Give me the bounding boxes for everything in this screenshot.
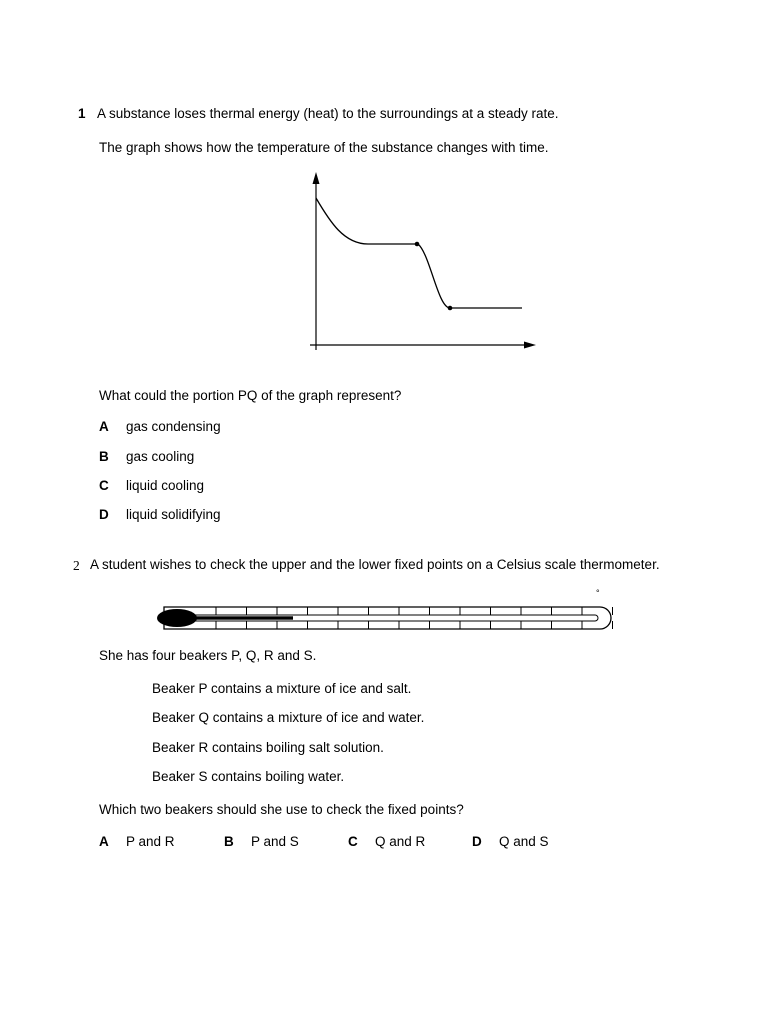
x-axis-arrow: [524, 342, 536, 349]
option-text: gas condensing: [126, 419, 221, 434]
option-letter: C: [99, 478, 109, 493]
point-p: [415, 242, 420, 247]
thermometer-bulb: [157, 609, 197, 627]
option-letter: C: [348, 834, 358, 849]
option-text: liquid cooling: [126, 478, 205, 493]
option-letter: D: [472, 834, 482, 849]
cooling-curve-graph: [300, 168, 545, 358]
q1-intro: The graph shows how the temperature of the substance changes with time.: [99, 140, 549, 155]
point-q: [448, 306, 453, 311]
degree-mark: °: [596, 588, 600, 598]
option-letter: A: [99, 419, 109, 434]
option-text: P and R: [126, 834, 175, 849]
mercury-column: [190, 616, 293, 619]
option-text: P and S: [251, 834, 299, 849]
temperature-curve: [316, 198, 522, 308]
option-text: liquid solidifying: [126, 507, 221, 522]
beaker-s-description: Beaker S contains boiling water.: [152, 769, 345, 784]
option-text: gas cooling: [126, 449, 195, 464]
q1-number: 1: [78, 106, 86, 121]
beaker-r-description: Beaker R contains boiling salt solution.: [152, 740, 384, 755]
beaker-p-description: Beaker P contains a mixture of ice and salt.: [152, 681, 412, 696]
q2-question: Which two beakers should she use to check the fixed points?: [99, 802, 464, 817]
option-letter: D: [99, 507, 109, 522]
q1-question: What could the portion PQ of the graph represent?: [99, 388, 402, 403]
option-text: Q and S: [499, 834, 549, 849]
beaker-q-description: Beaker Q contains a mixture of ice and water.: [152, 710, 425, 725]
y-axis-arrow: [313, 172, 320, 184]
q2-number: 2: [73, 558, 80, 573]
option-letter: B: [224, 834, 234, 849]
option-text: Q and R: [375, 834, 426, 849]
q2-stem: A student wishes to check the upper and the lower fixed points on a Celsius scale thermometer.: [90, 557, 660, 572]
option-letter: B: [99, 449, 109, 464]
q2-beakers-intro: She has four beakers P, Q, R and S.: [99, 648, 317, 663]
option-letter: A: [99, 834, 109, 849]
q1-stem: A substance loses thermal energy (heat) to the surroundings at a steady rate.: [97, 106, 559, 121]
thermometer-diagram: [150, 600, 616, 636]
